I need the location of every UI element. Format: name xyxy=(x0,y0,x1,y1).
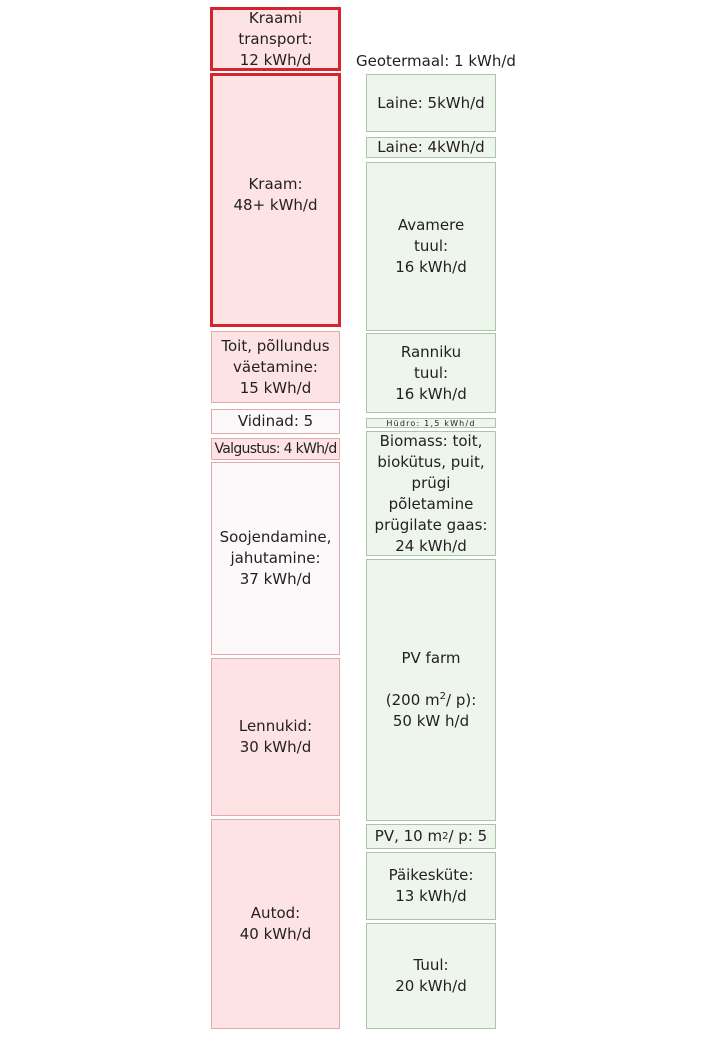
pv-farm-block xyxy=(366,559,496,821)
pv-farm-line-3: 50 kW h/d xyxy=(392,712,470,730)
pv-10-block: PV, 10 m 2 / p: 5 xyxy=(366,824,496,849)
autod-block: Autod: 40 kWh/d xyxy=(211,819,340,1029)
soojendamine-block: Soojendamine, jahutamine: 37 kWh/d xyxy=(211,462,340,655)
ranniku-tuul-block: Ranniku tuul: 16 kWh/d xyxy=(366,333,496,413)
vidinad-block: Vidinad: 5 xyxy=(211,409,340,434)
toit-block: Toit, põllundus väetamine: 15 kWh/d xyxy=(211,331,340,403)
valgustus-block: Valgustus: 4 kWh/d xyxy=(211,438,340,460)
geotermaal-label: Geotermaal: 1 kWh/d xyxy=(356,52,516,70)
pv-farm-line-2 xyxy=(386,669,477,711)
laine-5-block: Laine: 5kWh/d xyxy=(366,74,496,132)
lennukid-block: Lennukid: 30 kWh/d xyxy=(211,658,340,816)
avamere-tuul-block: Avamere tuul: 16 kWh/d xyxy=(366,162,496,331)
kraam-block: Kraam: 48+ kWh/d xyxy=(210,73,341,327)
pv-farm-area: (200 m xyxy=(385,691,440,709)
pv-10-per-person: / p: 5 xyxy=(448,827,488,845)
laine-4-block: Laine: 4kWh/d xyxy=(366,137,496,158)
biomass-block: Biomass: toit, biokütus, puit, prügi põletamine prügilate gaas: 24 kWh/d xyxy=(366,431,496,556)
paikesekute-block: Päikesküte: 13 kWh/d xyxy=(366,852,496,920)
pv-farm-sup: 2 xyxy=(439,691,446,702)
kraami-transport-block: Kraami transport: 12 kWh/d xyxy=(210,7,341,71)
pv-10-area: PV, 10 m xyxy=(374,827,443,845)
pv-farm-line-1: PV farm xyxy=(401,649,461,667)
tuul-block: Tuul: 20 kWh/d xyxy=(366,923,496,1029)
pv-farm-per-person: / p): xyxy=(446,691,477,709)
hudro-block: Hüdro: 1,5 kWh/d xyxy=(366,418,496,428)
